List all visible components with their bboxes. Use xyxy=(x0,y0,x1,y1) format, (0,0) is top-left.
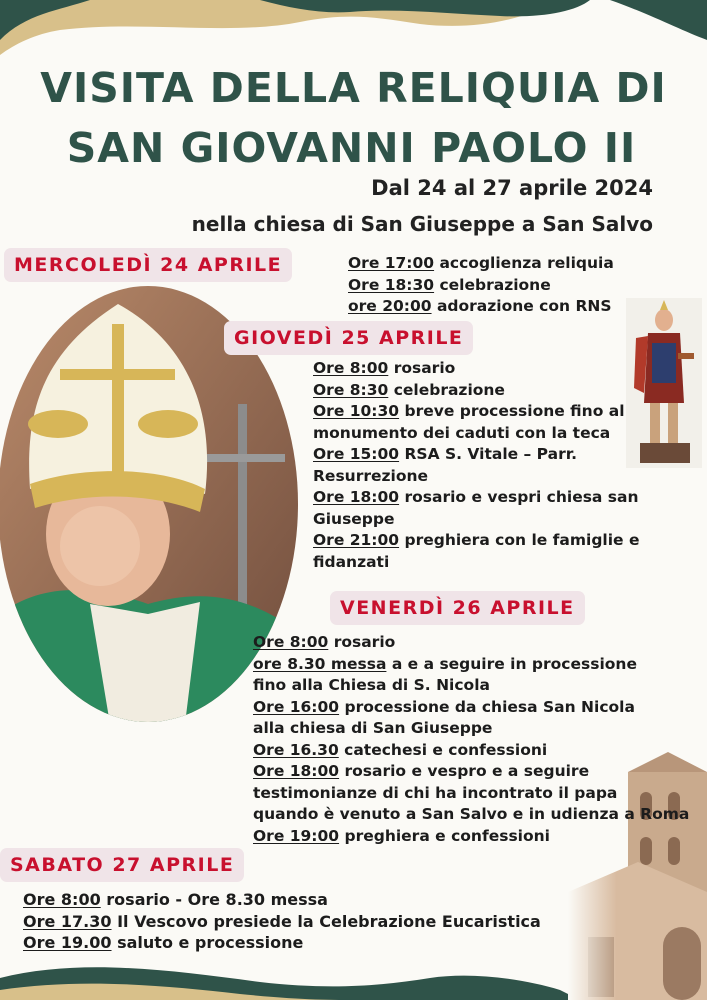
event-text: rosario e vespro e a seguire xyxy=(339,762,590,780)
event-text: rosario xyxy=(328,633,396,651)
event-text: saluto e processione xyxy=(111,933,304,952)
event-text: RSA S. Vitale – Parr. xyxy=(399,445,578,463)
event-text: breve processione fino al xyxy=(399,402,625,420)
event-time: Ore 8:00 xyxy=(253,633,329,651)
event-time: Ore 17:00 xyxy=(348,254,435,272)
event-row xyxy=(253,826,689,848)
day-header-thursday: GIOVEDÌ 25 APRILE xyxy=(224,321,473,355)
event-time: Ore 19:00 xyxy=(253,826,340,845)
event-row xyxy=(348,275,614,297)
event-row xyxy=(253,761,689,783)
event-text: catechesi e confessioni xyxy=(338,740,548,759)
event-row xyxy=(23,889,541,911)
event-time: Ore 17.30 xyxy=(23,911,112,931)
event-continuation: fino alla Chiesa di S. Nicola xyxy=(253,676,490,694)
event-text: processione da chiesa San Nicola xyxy=(339,697,635,716)
event-text: preghiera con le famiglie e xyxy=(399,531,640,549)
event-time: ore 8.30 messa xyxy=(253,654,387,673)
event-continuation: monumento dei caduti con la teca xyxy=(313,423,611,442)
event-time: Ore 15:00 xyxy=(313,445,400,463)
event-row xyxy=(253,632,689,654)
day-header-wednesday: MERCOLEDÌ 24 APRILE xyxy=(4,248,292,282)
subtitle-dates: Dal 24 al 27 aprile 2024 xyxy=(371,176,653,200)
event-time: Ore 19.00 xyxy=(23,933,112,952)
event-row xyxy=(313,358,639,380)
event-row xyxy=(313,487,639,509)
event-row xyxy=(348,253,614,275)
events-friday xyxy=(253,632,689,847)
event-time: Ore 18:00 xyxy=(253,762,340,780)
day-header-saturday: SABATO 27 APRILE xyxy=(0,848,244,882)
event-row xyxy=(313,530,639,552)
event-continuation: Resurrezione xyxy=(313,466,429,485)
event-text: adorazione con RNS xyxy=(431,297,612,315)
event-continuation: quando è venuto a San Salvo e in udienza a Roma xyxy=(253,805,690,823)
event-text: rosario e vespri chiesa san xyxy=(399,488,639,506)
event-time: Ore 8:00 xyxy=(313,359,389,377)
event-text: celebrazione xyxy=(388,380,505,399)
event-time: Ore 16:00 xyxy=(253,697,340,716)
top-right-wave-dark xyxy=(610,0,707,40)
event-text: accoglienza reliquia xyxy=(434,254,614,272)
event-time: Ore 16.30 xyxy=(253,740,339,759)
event-row xyxy=(313,401,639,423)
title-line-2: SAN GIOVANNI PAOLO II xyxy=(66,124,637,172)
event-row xyxy=(23,932,541,954)
event-time: Ore 18:30 xyxy=(348,275,435,294)
event-text: rosario - Ore 8.30 messa xyxy=(100,890,328,909)
event-time: Ore 10:30 xyxy=(313,402,400,420)
event-row xyxy=(348,296,614,318)
event-continuation: alla chiesa di San Giuseppe xyxy=(253,719,493,737)
title-line-1: VISITA DELLA RELIQUIA DI xyxy=(40,64,667,112)
event-row xyxy=(313,380,639,402)
event-time: Ore 21:00 xyxy=(313,531,400,549)
event-text: celebrazione xyxy=(434,275,551,294)
event-time: ore 20:00 xyxy=(348,297,432,315)
events-thursday xyxy=(313,358,639,573)
event-text: Il Vescovo presiede la Celebrazione Eucaristica xyxy=(111,911,541,931)
event-row xyxy=(23,911,541,933)
event-row xyxy=(313,444,639,466)
event-time: Ore 18:00 xyxy=(313,488,400,506)
event-continuation: fidanzati xyxy=(313,552,390,571)
event-row xyxy=(253,654,689,676)
event-text: rosario xyxy=(388,359,456,377)
events-wednesday xyxy=(348,253,614,318)
event-time: Ore 8:30 xyxy=(313,380,389,399)
events-saturday xyxy=(23,889,541,954)
event-time: Ore 8:00 xyxy=(23,890,101,909)
event-continuation: Giuseppe xyxy=(313,509,395,528)
event-row xyxy=(253,697,689,719)
event-row xyxy=(253,740,689,762)
event-text: preghiera e confessioni xyxy=(339,826,550,845)
event-continuation: testimonianze di chi ha incontrato il papa xyxy=(253,783,618,802)
day-header-friday: VENERDÌ 26 APRILE xyxy=(330,591,585,625)
subtitle-location: nella chiesa di San Giuseppe a San Salvo xyxy=(191,212,653,236)
event-text: a e a seguire in processione xyxy=(386,654,637,673)
